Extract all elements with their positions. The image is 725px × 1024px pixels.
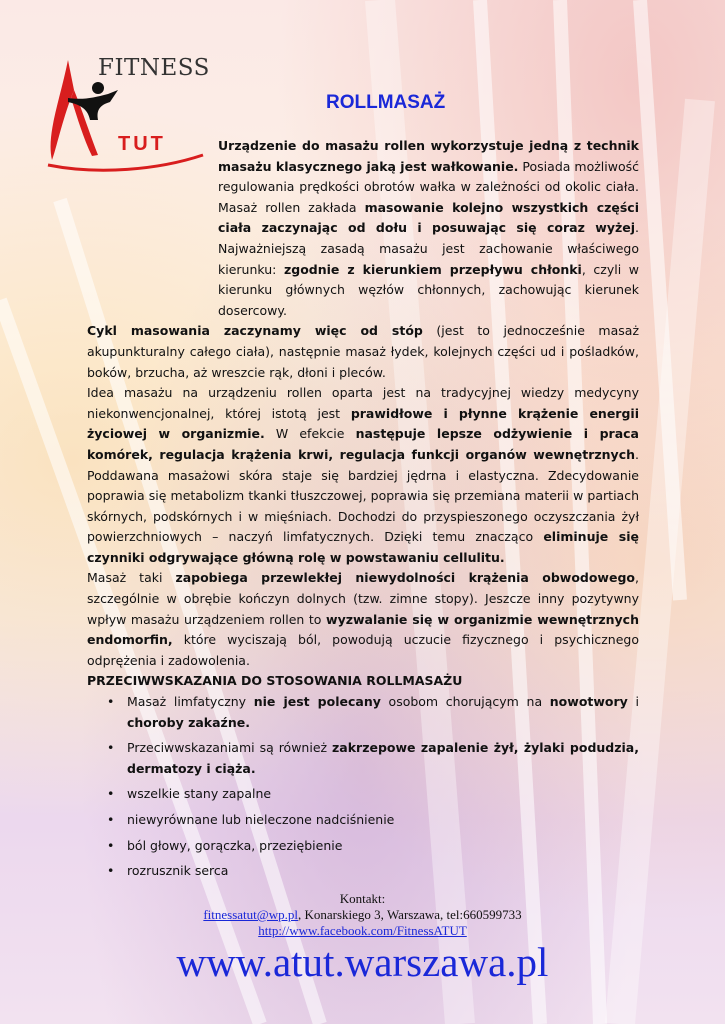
paragraph-intro: [87, 136, 639, 321]
website-link[interactable]: www.atut.warszawa.pl: [176, 939, 549, 985]
document-body: [87, 136, 639, 887]
facebook-link[interactable]: http://www.facebook.com/FitnessATUT: [258, 923, 467, 938]
text-bold: choroby zakaźne: [127, 714, 246, 730]
list-item: [127, 738, 639, 779]
page-title: ROLLMASAŻ: [326, 92, 446, 113]
text: , szczególnie w obrębie kończyn dolnych (tzw. zimne stopy). Jeszcze inny pozytywny wpływ masażu urządzeniem rollen to: [87, 570, 639, 627]
text-bold: następuje lepsze odżywienie i praca komórek, regulacja krążenia krwi, regulacja funkcji organów wewnętrznych: [87, 426, 639, 462]
contraindications-heading: PRZECIWWSKAZANIA DO STOSOWANIA ROLLMASAŻU: [87, 673, 463, 689]
text: Idea masażu na urządzeniu rollen oparta jest na tradycyjnej wiedzy medycyny niekonwencjonalnej, której istotą jest: [87, 385, 639, 421]
text: (jest to jednocześnie masaż akupunkturalny całego ciała), następnie masaż łydek, kolejnych części ud i pośladków, boków, brzucha, aż wreszcie rąk, dłoni i pleców.: [87, 323, 640, 380]
paragraph-effects: [87, 568, 639, 671]
text: Masaż limfatyczny: [127, 694, 254, 710]
text-bold: eliminuje się czynniki odgrywające główną rolę w powstawaniu cellulitu.: [87, 529, 639, 565]
text: W efekcie: [264, 426, 356, 442]
logo-tut-text: TUT: [118, 133, 166, 155]
text: Przeciwwskazaniami są również: [127, 740, 333, 756]
contact-label: Kontakt:: [339, 891, 386, 906]
contact-line: [0, 907, 725, 923]
paragraph-cycle: [87, 321, 639, 383]
text: . Poddawana masażowi skóra staje się bardziej jędrna i elastyczna. Zdecydowanie poprawia się metabolizm tkanki tłuszczowej, poprawia się przemiana materii w partiach skórnych, podskórnych i w mięśniach. Dochodzi do przyspieszonego oczyszczania żył powierzchniowych – naczyń limfatycznych. Dzięki temu znacząco: [87, 446, 639, 545]
text: , czyli w kierunku głównych węzłów chłonnych, zachowując kierunek dosercowy.: [218, 261, 639, 318]
text: Masaż taki: [87, 570, 176, 586]
paragraph-idea: [87, 383, 639, 568]
text-bold: zgodnie z kierunkiem przepływu chłonki: [283, 261, 582, 277]
text-bold: zakrzepowe zapalenie żył, żylaki podudzia, dermatozy i ciąża: [127, 740, 639, 776]
logo-fitness-text: FITNESS: [98, 55, 210, 81]
text-bold: Cykl masowania zaczynamy więc od stóp: [87, 323, 423, 339]
text-bold: .: [250, 760, 256, 776]
list-item: [127, 692, 639, 733]
list-item: • rozrusznik serca: [127, 861, 639, 882]
text-bold: .: [245, 714, 250, 730]
text-bold: prawidłowe i płynne krążenie energii życiowej w organizmie.: [87, 405, 639, 442]
text-bold: Urządzenie do masażu rollen wykorzystuje jedną z technik masażu klasycznego jaką jest wałkowanie.: [218, 138, 639, 174]
text-bold: wyzwalanie się w organizmie wewnętrznych endomorfin,: [87, 611, 639, 648]
list-item: • niewyrównane lub nieleczone nadciśnienie: [127, 810, 639, 831]
email-link[interactable]: fitnessatut@wp.pl: [203, 907, 298, 922]
text-bold: nowotwory: [549, 694, 628, 710]
text: . Najważniejszą zasadą masażu jest zachowanie właściwego kierunku:: [218, 220, 639, 277]
text-bold: nie jest polecany: [253, 694, 381, 710]
facebook-line: [0, 923, 725, 939]
list-item: • ból głowy, gorączka, przeziębienie: [127, 836, 639, 857]
address-text: , Konarskiego 3, Warszawa, tel:660599733: [298, 907, 522, 922]
text-bold: zapobiega przewlekłej niewydolności krążenia obwodowego: [175, 570, 635, 586]
list-item: • wszelkie stany zapalne: [127, 784, 639, 805]
text: osobom chorującym na: [380, 694, 550, 710]
text: które wyciszają ból, powodują uczucie fizycznego i psychicznego odprężenia i zadowolenia.: [87, 632, 639, 668]
text: Posiada możliwość regulowania prędkości obrotów wałka w zależności od okolic ciała. Masaż rollen zakłada: [218, 158, 639, 215]
contraindications-list: [87, 692, 639, 882]
text-bold: masowanie kolejno wszystkich części ciała zaczynając od dołu i posuwając się coraz wyżej: [218, 199, 639, 236]
text: i: [627, 694, 639, 710]
